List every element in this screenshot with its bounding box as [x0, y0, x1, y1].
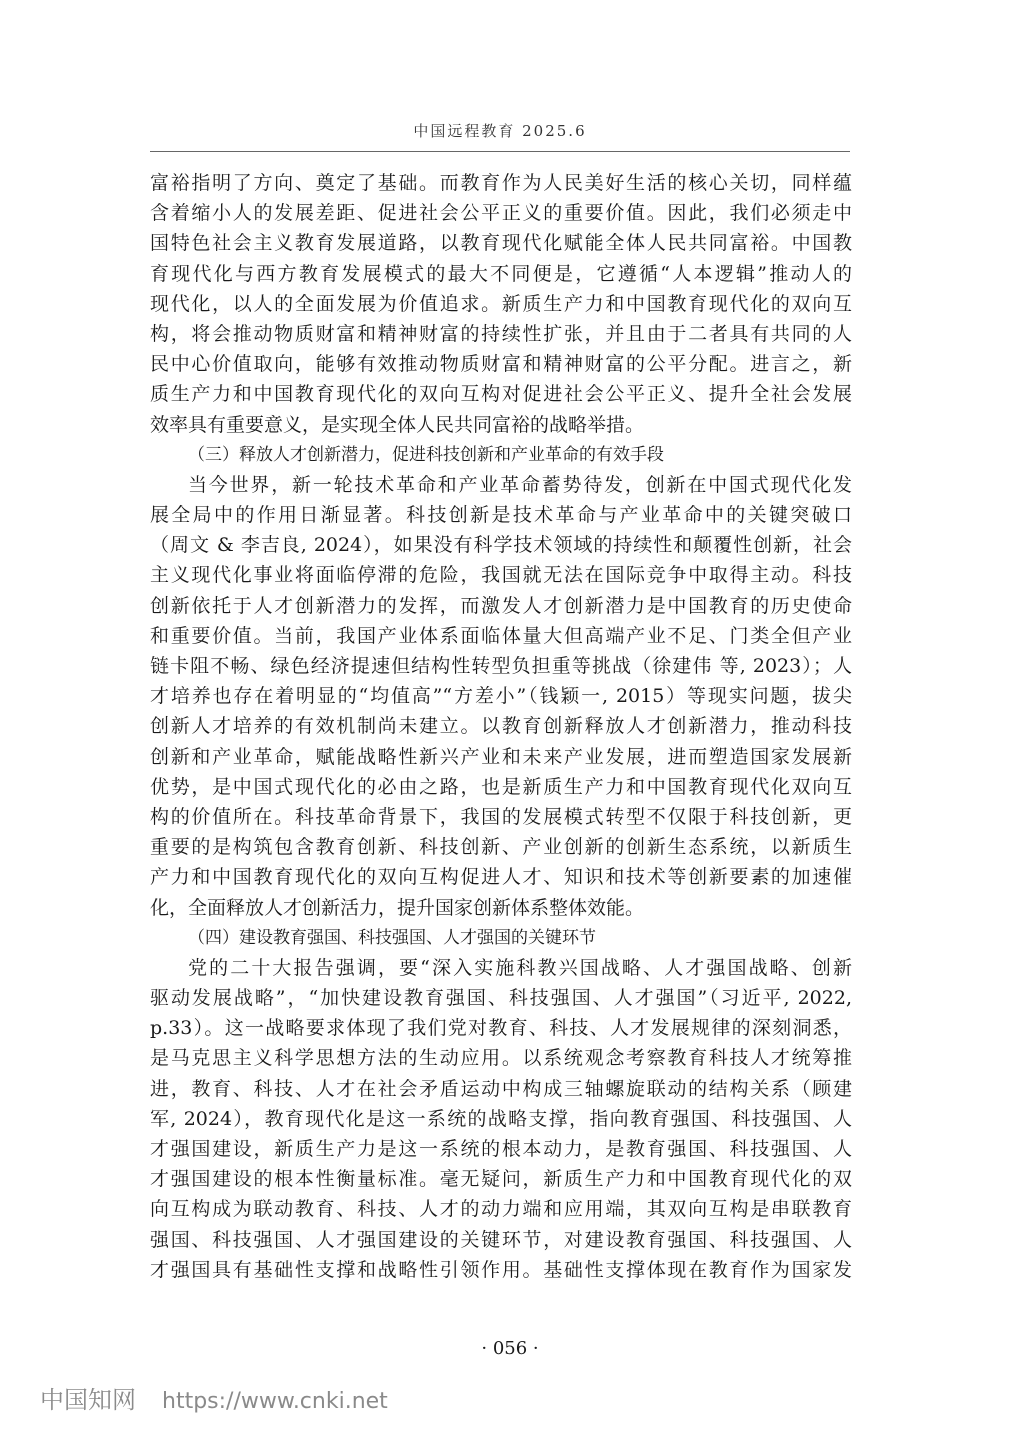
text-line: 国特色社会主义教育发展道路，以教育现代化赋能全体人民共同富裕。中国教 [150, 232, 852, 255]
page-number: · 056 · [481, 1338, 539, 1359]
text-line: 党的二十大报告强调，要“深入实施科教兴国战略、人才强国战略、创新 [188, 956, 852, 979]
text-line: 民中心价值取向，能够有效推动物质财富和精神财富的公平分配。进言之，新 [150, 353, 852, 376]
text-line: 优势，是中国式现代化的必由之路，也是新质生产力和中国教育现代化双向互 [150, 775, 852, 798]
cnki-watermark [40, 1380, 388, 1415]
text-line: 和重要价值。当前，我国产业体系面临体量大但高端产业不足、门类全但产业 [150, 624, 852, 647]
text-line: 含着缩小人的发展差距、促进社会公平正义的重要价值。因此，我们必须走中 [150, 202, 852, 225]
text-line: 展全局中的作用日渐显著。科技创新是技术革命与产业革命中的关键突破口 [150, 504, 852, 527]
body-text [150, 168, 852, 1285]
cnki-url: https://www.cnki.net [162, 1389, 388, 1414]
running-header: 中国远程教育 2025.6 [413, 122, 587, 140]
text-line: 链卡阻不畅、绿色经济提速但结构性转型负担重等挑战（徐建伟 等, 2023）；人 [150, 655, 852, 677]
text-line: 构的价值所在。科技革命背景下，我国的发展模式转型不仅限于科技创新，更 [150, 805, 852, 828]
text-line: 才强国建设，新质生产力是这一系统的根本动力，是教育强国、科技强国、人 [150, 1138, 852, 1160]
text-line: 驱动发展战略”，“加快建设教育强国、科技强国、人才强国”（习近平, 2022, [150, 987, 852, 1010]
text-line: 创新和产业革命，赋能战略性新兴产业和未来产业发展，进而塑造国家发展新 [150, 745, 852, 768]
text-line: 重要的是构筑包含教育创新、科技创新、产业创新的创新生态系统，以新质生 [150, 836, 852, 859]
cnki-logo: 中国知网 [40, 1386, 136, 1414]
text-line: 主义现代化事业将面临停滞的危险，我国就无法在国际竞争中取得主动。科技 [150, 564, 852, 587]
section-heading: （三）释放人才创新潜力，促进科技创新和产业革命的有效手段 [188, 444, 664, 465]
text-line: 构，将会推动物质财富和精神财富的持续性扩张，并且由于二者具有共同的人 [150, 322, 852, 345]
text-line: 育现代化与西方教育发展模式的最大不同便是，它遵循“人本逻辑”推动人的 [150, 262, 852, 285]
text-line: 现代化，以人的全面发展为价值追求。新质生产力和中国教育现代化的双向互 [150, 292, 852, 315]
text-line: 产力和中国教育现代化的双向互构促进人才、知识和技术等创新要素的加速催 [150, 866, 852, 889]
text-line: 创新依托于人才创新潜力的发挥，而激发人才创新潜力是中国教育的历史使命 [150, 594, 852, 617]
text-line: 效率具有重要意义，是实现全体人民共同富裕的战略举措。 [150, 413, 645, 436]
text-line: 才强国具有基础性支撑和战略性引领作用。基础性支撑体现在教育作为国家发 [150, 1258, 852, 1281]
header-rule [150, 151, 850, 152]
text-line: 创新人才培养的有效机制尚未建立。以教育创新释放人才创新潜力，推动科技 [150, 715, 852, 738]
text-line: 向互构成为联动教育、科技、人才的动力端和应用端，其双向互构是串联教育 [150, 1198, 852, 1221]
text-line: 当今世界，新一轮技术革命和产业革命蓄势待发，创新在中国式现代化发 [188, 473, 852, 496]
text-line: 化，全面释放人才创新活力，提升国家创新体系整体效能。 [150, 896, 645, 919]
text-line: 富裕指明了方向、奠定了基础。而教育作为人民美好生活的核心关切，同样蕴 [150, 172, 852, 194]
section-heading: （四）建设教育强国、科技强国、人才强国的关键环节 [188, 927, 596, 948]
text-line: 是马克思主义科学思想方法的生动应用。以系统观念考察教育科技人才统筹推 [150, 1047, 852, 1070]
text-line: 军, 2024），教育现代化是这一系统的战略支撑，指向教育强国、科技强国、人 [150, 1107, 852, 1130]
text-line: p.33）。这一战略要求体现了我们党对教育、科技、人才发展规律的深刻洞悉， [150, 1017, 852, 1040]
text-line: 强国、科技强国、人才强国建设的关键环节，对建设教育强国、科技强国、人 [150, 1228, 852, 1251]
text-line: 才强国建设的根本性衡量标准。毫无疑问，新质生产力和中国教育现代化的双 [150, 1168, 852, 1191]
text-line: 进，教育、科技、人才在社会矛盾运动中构成三轴螺旋联动的结构关系（顾建 [150, 1077, 852, 1100]
text-line: 才培养也存在着明显的“均值高”“方差小”（钱颖一, 2015）等现实问题，拔尖 [150, 685, 852, 708]
text-line: 质生产力和中国教育现代化的双向互构对促进社会公平正义、提升全社会发展 [150, 383, 852, 406]
text-line: （周文 & 李吉良, 2024），如果没有科学技术领域的持续性和颠覆性创新，社会 [150, 534, 852, 557]
